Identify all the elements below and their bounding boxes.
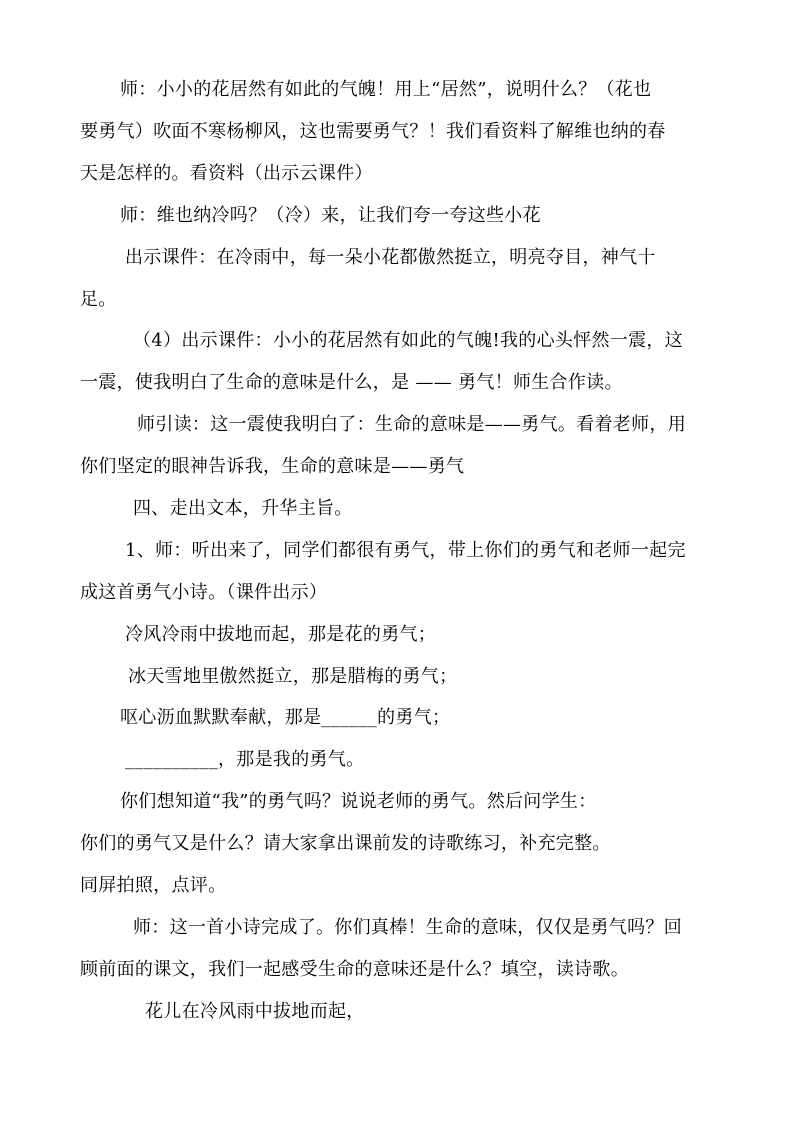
poem-line: 冷风冷雨中拔地而起，那是花的勇气；	[125, 624, 437, 645]
paragraph-line: 成这首勇气小诗。（课件出示）	[80, 582, 328, 603]
poem-line: 冰天雪地里傲然挺立，那是腊梅的勇气；	[128, 666, 458, 687]
paragraph-line: 师：维也纳冷吗？（冷）来，让我们夸一夸这些小花	[120, 205, 541, 226]
paragraph-line: 你们坚定的眼神告诉我，生命的意味是——勇气	[80, 456, 465, 477]
paragraph-line: 一震，使我明白了生命的意味是什么，是 —— 勇气！师生合作读。	[80, 372, 623, 393]
paragraph-line: 师引读：这一震使我明白了：生命的意味是——勇气。看着老师，用	[137, 414, 686, 435]
paragraph-line: 1、师：听出来了，同学们都很有勇气，带上你们的勇气和老师一起完	[125, 540, 686, 561]
paragraph-line: 师：这一首小诗完成了。你们真棒！生命的意味，仅仅是勇气吗？回	[133, 917, 682, 938]
paragraph-line: 足。	[80, 289, 117, 310]
paragraph-line: 同屏拍照，点评。	[80, 875, 227, 896]
poem-line: 呕心沥血默默奉献，那是______的勇气；	[120, 707, 451, 728]
paragraph-line: （4）出示课件：小小的花居然有如此的气魄!我的心头怦然一震，这	[133, 330, 683, 351]
paragraph-line: 师：小小的花居然有如此的气魄！用上“居然”，说明什么？（花也	[120, 79, 652, 100]
section-heading: 四、走出文本，升华主旨。	[133, 498, 353, 519]
paragraph-line: 顾前面的课文，我们一起感受生命的意味还是什么？填空，读诗歌。	[80, 959, 629, 980]
poem-line: 花儿在冷风雨中拔地而起，	[145, 1001, 365, 1022]
paragraph-line: 你们的勇气又是什么？请大家拿出课前发的诗歌练习，补充完整。	[80, 833, 611, 854]
paragraph-line: 天是怎样的。看资料（出示云课件）	[80, 163, 373, 184]
paragraph-line: 出示课件：在冷雨中，每一朵小花都傲然挺立，明亮夺目，神气十	[125, 247, 656, 268]
paragraph-line: 要勇气）吹面不寒杨柳风，这也需要勇气？！我们看资料了解维也纳的春	[80, 121, 666, 142]
paragraph-line: 你们想知道“我”的勇气吗？说说老师的勇气。然后问学生：	[120, 791, 597, 812]
poem-line: __________，那是我的勇气。	[125, 749, 365, 770]
